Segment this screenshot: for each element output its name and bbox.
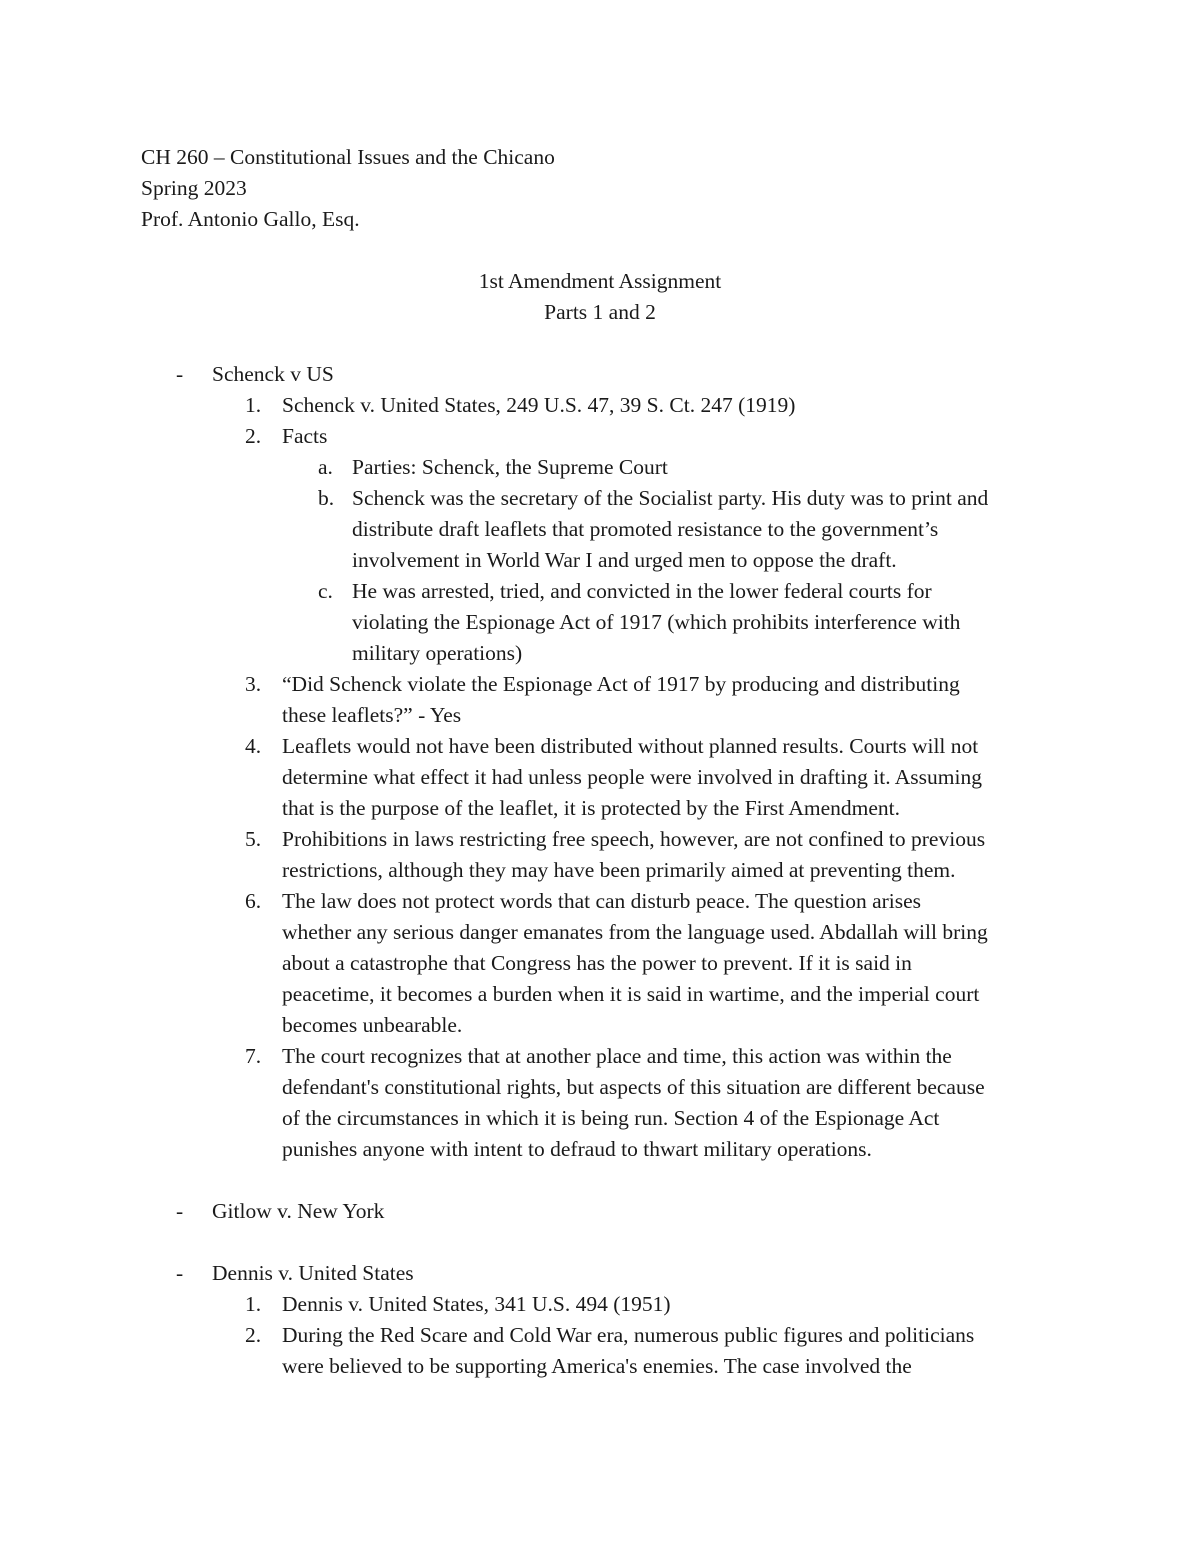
- list-number: 2.: [245, 1323, 262, 1347]
- course-title: CH 260 – Constitutional Issues and the Chicano: [141, 145, 555, 169]
- list-number: 4.: [245, 734, 262, 758]
- list-item-continued: about a catastrophe that Congress has the power to prevent. If it is said in: [282, 951, 912, 975]
- list-item-continued: restrictions, although they may have been primarily aimed at preventing them.: [282, 858, 956, 882]
- term: Spring 2023: [141, 176, 247, 200]
- assignment-title: 1st Amendment Assignment: [478, 269, 722, 293]
- list-item: Prohibitions in laws restricting free speech, however, are not confined to previous: [282, 827, 986, 851]
- list-item: Leaflets would not have been distributed without planned results. Courts will not: [282, 734, 979, 758]
- list-item-continued: these leaflets?” - Yes: [282, 703, 462, 727]
- sublist-item-continued: military operations): [352, 641, 523, 665]
- list-item: “Did Schenck violate the Espionage Act of 1917 by producing and distributing: [282, 672, 960, 696]
- list-item-continued: becomes unbearable.: [282, 1013, 463, 1037]
- list-number: 2.: [245, 424, 262, 448]
- professor-name: Prof. Antonio Gallo, Esq.: [141, 207, 360, 231]
- sublist-letter: b.: [318, 486, 335, 510]
- list-item: Schenck v. United States, 249 U.S. 47, 39 S. Ct. 247 (1919): [282, 393, 796, 417]
- section-heading-dennis: Dennis v. United States: [212, 1261, 414, 1285]
- sublist-item-continued: violating the Espionage Act of 1917 (which prohibits interference with: [352, 610, 961, 634]
- sublist-item: Parties: Schenck, the Supreme Court: [352, 455, 668, 479]
- section-heading-schenck: Schenck v US: [212, 362, 334, 386]
- section-heading-gitlow: Gitlow v. New York: [212, 1199, 385, 1223]
- sublist-item: He was arrested, tried, and convicted in the lower federal courts for: [352, 579, 932, 603]
- list-item: The court recognizes that at another place and time, this action was within the: [282, 1044, 952, 1068]
- list-number: 1.: [245, 1292, 262, 1316]
- list-item-continued: that is the purpose of the leaflet, it is protected by the First Amendment.: [282, 796, 900, 820]
- sublist-letter: c.: [318, 579, 333, 603]
- sublist-item-continued: distribute draft leaflets that promoted resistance to the government’s: [352, 517, 939, 541]
- section-bullet: -: [176, 362, 184, 386]
- list-number: 1.: [245, 393, 262, 417]
- list-number: 5.: [245, 827, 262, 851]
- sublist-item: Schenck was the secretary of the Socialist party. His duty was to print and: [352, 486, 989, 510]
- list-item-continued: determine what effect it had unless people were involved in drafting it. Assuming: [282, 765, 982, 789]
- assignment-subtitle: Parts 1 and 2: [544, 300, 656, 324]
- list-item: Facts: [282, 424, 328, 448]
- list-item-continued: of the circumstances in which it is being run. Section 4 of the Espionage Act: [282, 1106, 940, 1130]
- list-number: 6.: [245, 889, 262, 913]
- list-item-continued: whether any serious danger emanates from the language used. Abdallah will bring: [282, 920, 988, 944]
- sublist-letter: a.: [318, 455, 333, 479]
- list-item: During the Red Scare and Cold War era, numerous public figures and politicians: [282, 1323, 975, 1347]
- section-bullet: -: [176, 1261, 184, 1285]
- list-item-continued: peacetime, it becomes a burden when it is said in wartime, and the imperial court: [282, 982, 980, 1006]
- list-item: The law does not protect words that can disturb peace. The question arises: [282, 889, 922, 913]
- list-number: 7.: [245, 1044, 262, 1068]
- list-number: 3.: [245, 672, 262, 696]
- list-item-continued: punishes anyone with intent to defraud to thwart military operations.: [282, 1137, 872, 1161]
- list-item-continued: defendant's constitutional rights, but aspects of this situation are different because: [282, 1075, 985, 1099]
- list-item-continued: were believed to be supporting America's enemies. The case involved the: [282, 1354, 912, 1378]
- sublist-item-continued: involvement in World War I and urged men to oppose the draft.: [352, 548, 897, 572]
- list-item: Dennis v. United States, 341 U.S. 494 (1951): [282, 1292, 671, 1316]
- section-bullet: -: [176, 1199, 184, 1223]
